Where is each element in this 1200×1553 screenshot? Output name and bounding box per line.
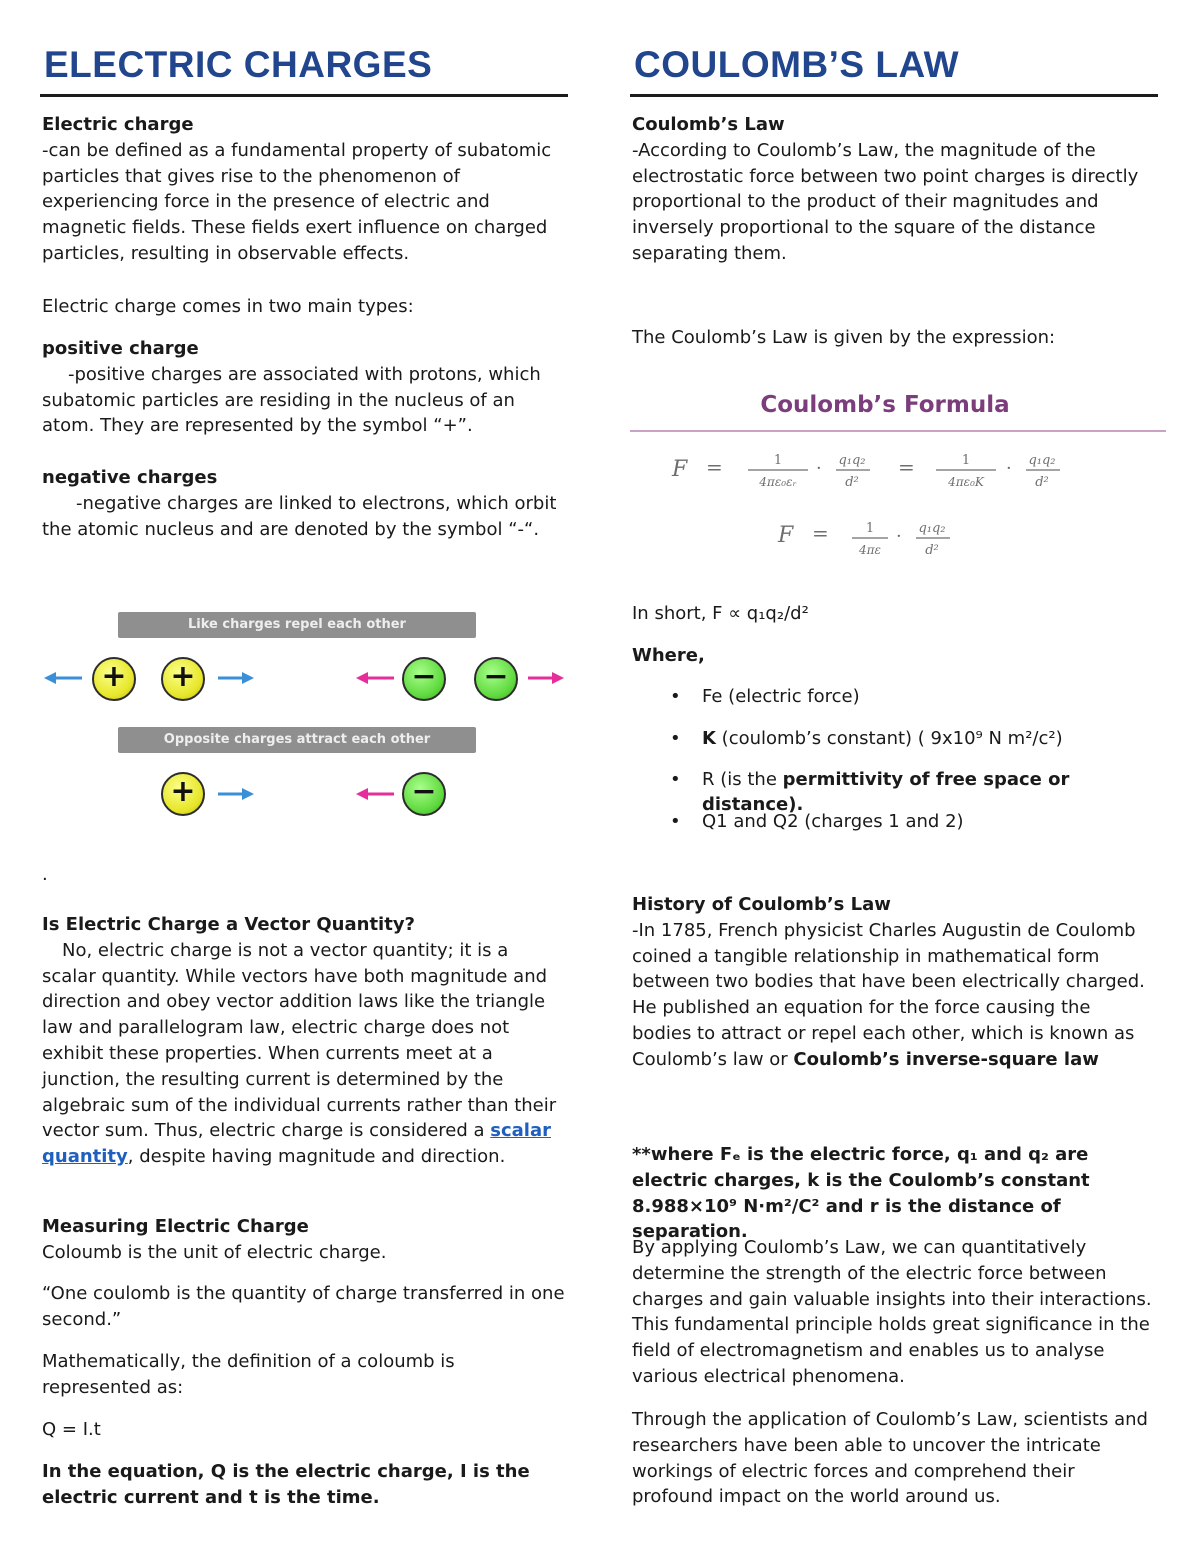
where-label: Where, bbox=[632, 645, 705, 666]
formula-q1q2: q₁q₂ bbox=[1028, 453, 1056, 468]
coulombs-law-section bbox=[632, 112, 1152, 267]
left-arrow-icon bbox=[356, 670, 396, 686]
bullet-icon: • bbox=[670, 810, 681, 832]
right-arrow-icon bbox=[216, 786, 256, 802]
opposite-charges-banner: Opposite charges attract each other bbox=[118, 727, 476, 753]
item-k-text: (coulomb’s constant) ( 9x10⁹ N m²/c²) bbox=[715, 727, 1063, 749]
item-k-letter: K bbox=[702, 727, 716, 749]
measuring-section bbox=[42, 1214, 566, 1266]
coulombs-formula-equation bbox=[666, 442, 1126, 562]
positive-charge-ball: + bbox=[92, 657, 136, 701]
formula-dot: · bbox=[1006, 458, 1012, 479]
item-r-bold: permittivity of free space or distance). bbox=[702, 769, 1070, 816]
list-item bbox=[632, 809, 1156, 851]
left-arrow-icon bbox=[44, 670, 84, 686]
vector-quantity-section bbox=[42, 912, 566, 1170]
formula-rule bbox=[630, 430, 1166, 432]
formula-f: F bbox=[778, 523, 794, 548]
bullet-icon: • bbox=[670, 727, 681, 749]
positive-charge-ball: + bbox=[161, 772, 205, 816]
coulombs-formula-title: Coulomb’s Formula bbox=[760, 392, 1010, 418]
formula-equals: = bbox=[898, 455, 915, 479]
coulombs-law-title: Coulomb’s Law bbox=[632, 114, 785, 135]
positive-charge-title: positive charge bbox=[42, 338, 199, 359]
positive-charge-text: -positive charges are associated with protons, which subatomic particles are residing in the nucleus of an atom. They are represented by the symbol “+”. bbox=[42, 363, 541, 437]
formula-one: 1 bbox=[865, 521, 875, 536]
expression-intro: The Coulomb’s Law is given by the expression: bbox=[632, 327, 1056, 348]
history-section bbox=[632, 892, 1152, 1073]
vector-quantity-text: No, electric charge is not a vector quantity; it is a scalar quantity. While vectors have both magnitude and direction and obey vector addition laws like the triangle law and parallelogram law, electric charge does not exhibit these properties. When currents meet at a junction, the resulting current is determined by the algebraic sum of the individual currents rather than their vector sum. Thus, electric charge is considered a bbox=[42, 939, 557, 1142]
item-q: Q1 and Q2 (charges 1 and 2) bbox=[702, 810, 964, 832]
formula-d2: d² bbox=[925, 543, 939, 558]
formula-one: 1 bbox=[773, 453, 783, 468]
item-fe: Fe (electric force) bbox=[702, 686, 860, 707]
like-charges-banner: Like charges repel each other bbox=[118, 612, 476, 638]
charge-interaction-diagram bbox=[40, 604, 568, 824]
in-short-text: In short, F ∝ q₁q₂/d² bbox=[632, 603, 809, 624]
coulombs-law-text: -According to Coulomb’s Law, the magnitude of the electrostatic force between two point charges is directly proportional to the product of their magnitudes and inversely proportional to the square of the distance separating them. bbox=[632, 139, 1139, 264]
charge-equation: Q = I.t bbox=[42, 1419, 101, 1440]
bullet-icon: • bbox=[670, 686, 681, 707]
vector-quantity-title: Is Electric Charge a Vector Quantity? bbox=[42, 914, 415, 935]
vector-quantity-text-end: , despite having magnitude and direction. bbox=[127, 1146, 506, 1168]
formula-dot: · bbox=[816, 458, 822, 479]
formula-d2: d² bbox=[1035, 475, 1049, 490]
electric-charge-section bbox=[42, 112, 566, 267]
list-item bbox=[632, 726, 1156, 768]
formula-den1: 4πε₀εᵣ bbox=[759, 475, 797, 489]
right-arrow-icon bbox=[526, 670, 566, 686]
negative-charge-text: -negative charges are linked to electrons, which orbit the atomic nucleus and are denoted by the symbol “-“. bbox=[42, 492, 557, 540]
list-item bbox=[632, 767, 1156, 816]
negative-charge-ball: − bbox=[402, 772, 446, 816]
heading-rule bbox=[630, 94, 1158, 97]
electric-charge-title: Electric charge bbox=[42, 114, 194, 135]
measuring-unit-text: Coloumb is the unit of electric charge. bbox=[42, 1241, 387, 1263]
history-text: -In 1785, French physicist Charles Augustin de Coulomb coined a tangible relationship in mathematical form between two bodies that have been electrically charged. He published an equation for the force causing the bodies to attract or repel each other, which is known as Coulomb’s law or bbox=[632, 919, 1145, 1070]
item-r-text: R (is the bbox=[702, 769, 783, 791]
left-arrow-icon bbox=[356, 786, 396, 802]
formula-one: 1 bbox=[961, 453, 971, 468]
formula-den3: 4πε bbox=[859, 543, 881, 557]
history-bold: Coulomb’s inverse-square law bbox=[793, 1048, 1099, 1070]
equation-explanation: In the equation, Q is the electric charge, I is the electric current and t is the time. bbox=[42, 1461, 530, 1508]
formula-den2: 4πε₀K bbox=[948, 475, 984, 489]
coulomb-definition-quote: “One coulomb is the quantity of charge transferred in one second.” bbox=[42, 1283, 565, 1330]
electric-charges-heading: ELECTRIC CHARGES bbox=[44, 44, 433, 85]
where-note: **where Fₑ is the electric force, q₁ and q₂ are electric charges, k is the Coulomb’s constant 8.988×10⁹ N⋅m²/C² and r is the distance of separation. bbox=[632, 1144, 1090, 1243]
heading-rule bbox=[40, 94, 568, 97]
coulombs-law-heading: COULOMB’S LAW bbox=[634, 44, 960, 85]
types-intro: Electric charge comes in two main types: bbox=[42, 296, 414, 317]
where-list bbox=[632, 684, 1156, 850]
negative-charge-section bbox=[42, 465, 566, 542]
measuring-title: Measuring Electric Charge bbox=[42, 1216, 309, 1237]
formula-q1q2: q₁q₂ bbox=[918, 521, 946, 536]
formula-equals: = bbox=[812, 521, 829, 545]
electric-charge-text: -can be defined as a fundamental property of subatomic particles that gives rise to the phenomenon of experiencing force in the presence of electric and magnetic fields. These fields exert influence on charged particles, resulting in observable effects. bbox=[42, 139, 552, 264]
negative-charge-ball: − bbox=[474, 657, 518, 701]
math-intro: Mathematically, the definition of a coloumb is represented as: bbox=[42, 1351, 455, 1398]
formula-q1q2: q₁q₂ bbox=[838, 453, 866, 468]
list-item bbox=[632, 684, 1156, 726]
history-title: History of Coulomb’s Law bbox=[632, 894, 891, 915]
bullet-icon: • bbox=[670, 769, 681, 791]
scalar-quantity-link[interactable]: scalar quantity bbox=[42, 1120, 551, 1168]
formula-f: F bbox=[672, 457, 688, 482]
formula-d2: d² bbox=[845, 475, 859, 490]
negative-charge-ball: − bbox=[402, 657, 446, 701]
right-arrow-icon bbox=[216, 670, 256, 686]
applying-paragraph: By applying Coulomb’s Law, we can quantitatively determine the strength of the electric force between charges and gain valuable insights into their interactions. This fundamental principle holds great significance in the field of electromagnetism and enables us to analyse various electrical phenomena. bbox=[632, 1237, 1152, 1387]
through-paragraph: Through the application of Coulomb’s Law, scientists and researchers have been able to uncover the intricate workings of electric forces and comprehend their profound impact on the world around us. bbox=[632, 1409, 1148, 1508]
separator-dot: . bbox=[42, 864, 48, 885]
positive-charge-section bbox=[42, 336, 566, 439]
negative-charge-title: negative charges bbox=[42, 467, 218, 488]
positive-charge-ball: + bbox=[161, 657, 205, 701]
formula-equals: = bbox=[706, 455, 723, 479]
formula-dot: · bbox=[896, 526, 902, 547]
